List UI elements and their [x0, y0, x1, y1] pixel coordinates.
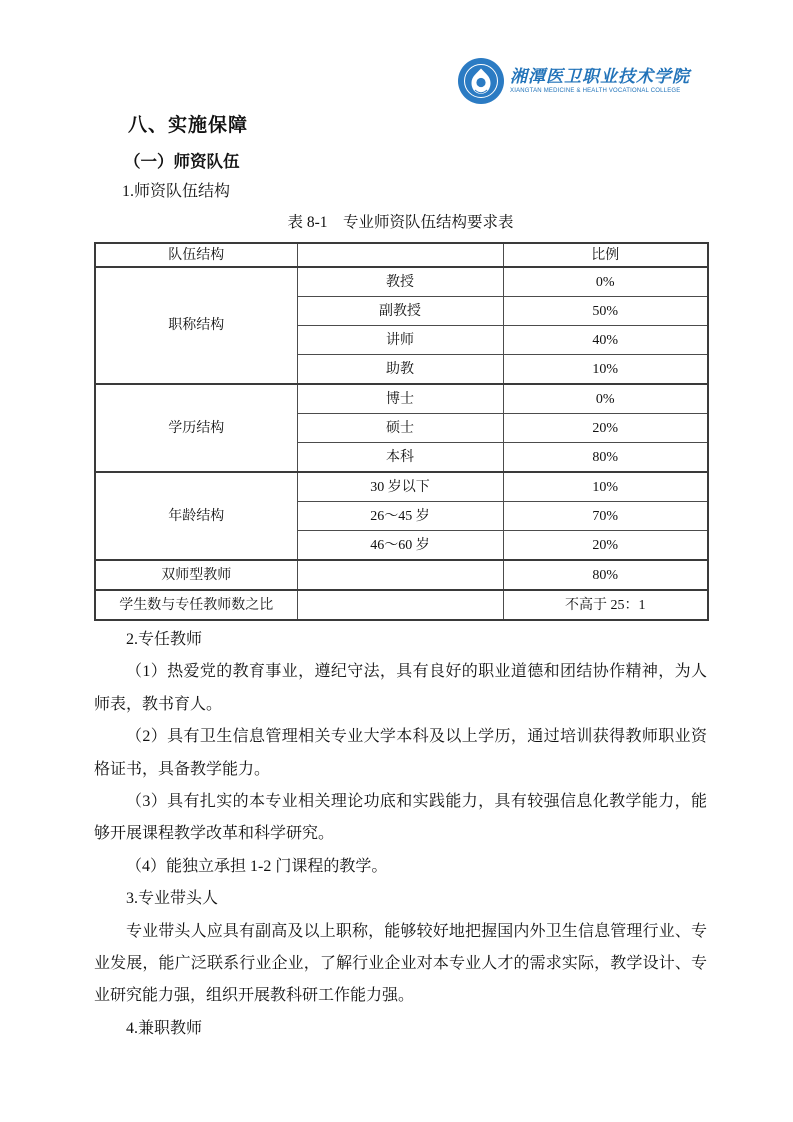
table-caption: 表 8-1 专业师资队伍结构要求表	[287, 214, 514, 231]
row-value-cell: 20%	[503, 531, 708, 561]
para-fulltime-1: （1）热爱党的教育事业，遵纪守法，具有良好的职业道德和团结协作精神，为人师表，教书育人。	[94, 663, 707, 713]
row-item-cell: 26～45 岁	[297, 502, 503, 531]
header-cell-ratio: 比例	[503, 243, 708, 267]
row-value-cell: 40%	[503, 326, 708, 355]
row-value-cell: 10%	[503, 472, 708, 502]
row-value-cell: 70%	[503, 502, 708, 531]
row-item-cell	[297, 590, 503, 620]
para-fulltime-3: （3）具有扎实的本专业相关理论功底和实践能力，具有较强信息化教学能力，能够开展课程教学改革和科学研究。	[94, 793, 707, 843]
structure-table-body	[95, 267, 708, 620]
table-row	[95, 384, 708, 414]
college-emblem-icon	[457, 57, 505, 105]
row-item-cell: 本科	[297, 443, 503, 473]
row-value-cell: 0%	[503, 267, 708, 297]
section-heading: 八、实施保障	[128, 115, 249, 136]
table-row	[95, 267, 708, 297]
para-fulltime-4: （4）能独立承担 1-2 门课程的教学。	[126, 857, 388, 875]
row-group-label: 职称结构	[95, 267, 297, 384]
row-value-cell: 50%	[503, 297, 708, 326]
item-heading-parttime-teachers: 4.兼职教师	[126, 1019, 203, 1037]
body-text	[94, 624, 707, 1045]
row-group-label: 学生数与专任教师数之比	[95, 590, 297, 620]
college-name-en: XIANGTAN MEDICINE & HEALTH VOCATIONAL COLLEGE	[510, 88, 681, 94]
row-item-cell: 博士	[297, 384, 503, 414]
table-row	[95, 560, 708, 590]
header-cell-empty	[297, 243, 503, 267]
college-name-block	[510, 67, 690, 95]
row-group-label: 学历结构	[95, 384, 297, 472]
row-value-cell: 80%	[503, 443, 708, 473]
row-item-cell: 副教授	[297, 297, 503, 326]
row-value-cell: 0%	[503, 384, 708, 414]
item-heading-program-leader: 3.专业带头人	[126, 890, 219, 908]
table-row	[95, 590, 708, 620]
row-item-cell: 讲师	[297, 326, 503, 355]
row-item-cell: 硕士	[297, 414, 503, 443]
subsection-heading: （一）师资队伍	[124, 152, 240, 171]
row-value-cell: 20%	[503, 414, 708, 443]
row-item-cell	[297, 560, 503, 590]
row-item-cell: 教授	[297, 267, 503, 297]
row-value-cell: 80%	[503, 560, 708, 590]
row-value-cell: 不高于 25：1	[503, 590, 708, 620]
row-group-label: 双师型教师	[95, 560, 297, 590]
row-value-cell: 10%	[503, 355, 708, 385]
item-heading-team-structure: 1.师资队伍结构	[122, 183, 231, 200]
college-name-zh: 湘潭医卫职业技术学院	[510, 67, 690, 86]
table-header-row	[95, 243, 708, 267]
row-group-label: 年龄结构	[95, 472, 297, 560]
para-program-leader: 专业带头人应具有副高及以上职称，能够较好地把握国内外卫生信息管理行业、专业发展，能广泛联系行业企业，了解行业企业对本专业人才的需求实际，教学设计、专业研究能力强，组织开展教科研工作能力强。	[94, 922, 707, 1005]
para-fulltime-2: （2）具有卫生信息管理相关专业大学本科及以上学历，通过培训获得教师职业资格证书，具备教学能力。	[94, 728, 707, 778]
row-item-cell: 30 岁以下	[297, 472, 503, 502]
faculty-structure-table	[94, 242, 709, 621]
row-item-cell: 46～60 岁	[297, 531, 503, 561]
table-row	[95, 472, 708, 502]
item-heading-fulltime-teachers: 2.专任教师	[126, 631, 203, 648]
row-item-cell: 助教	[297, 355, 503, 385]
header-cell-structure: 队伍结构	[95, 243, 297, 267]
college-logo	[94, 57, 707, 105]
